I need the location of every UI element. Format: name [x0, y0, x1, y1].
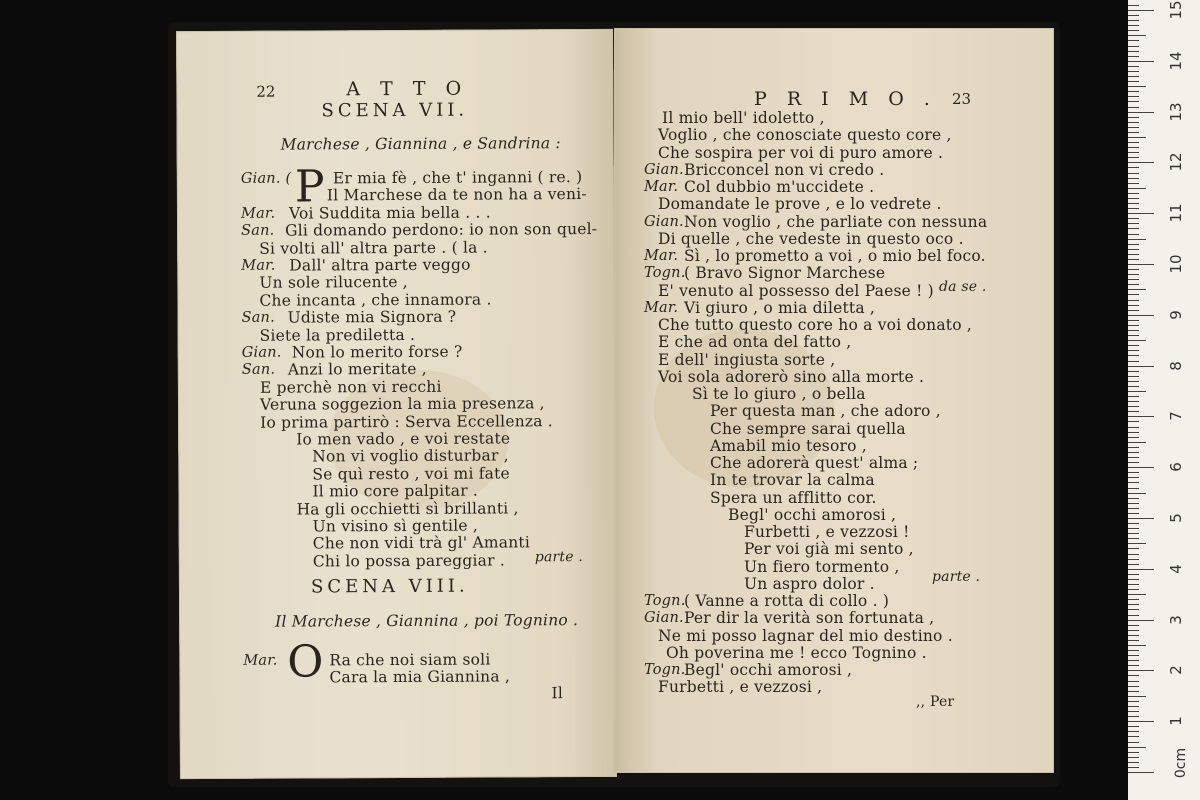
- verse-line: Furbetti , e vezzosi !: [744, 523, 910, 541]
- verse-line: In te trovar la calma: [710, 471, 875, 490]
- verse-line: Il mio core palpitar .: [312, 481, 479, 501]
- ruler-tick: [1128, 747, 1146, 748]
- ruler-tick: [1128, 366, 1154, 367]
- ruler-tick: [1128, 345, 1139, 346]
- ruler-tick: [1128, 650, 1139, 651]
- speaker-label: Mar.: [644, 179, 679, 195]
- ruler-tick: [1128, 249, 1139, 250]
- ruler-tick: [1128, 66, 1139, 67]
- ruler-tick: [1128, 543, 1146, 544]
- ruler-tick: [1128, 5, 1139, 6]
- ruler-tick: [1128, 142, 1139, 143]
- page-number: 22: [256, 82, 276, 101]
- ruler-number: 7: [1167, 411, 1185, 422]
- ruler-tick: [1128, 122, 1139, 123]
- ruler-tick: [1128, 736, 1139, 737]
- verse-line: Il Marchese da te non ha a veni-: [326, 185, 587, 205]
- verse-line: E' venuto al possesso del Paese ! ): [658, 281, 934, 300]
- verse-line: Per voi già mi sento ,: [744, 540, 914, 559]
- verse-line: Ne mi posso lagnar del mio destino .: [658, 626, 953, 645]
- ruler-tick: [1128, 538, 1139, 539]
- ruler-unit-label: 0cm: [1173, 747, 1190, 779]
- verse-line: Io prima partirò : Serva Eccellenza .: [260, 411, 553, 432]
- ruler-tick: [1128, 167, 1139, 168]
- ruler-tick: [1128, 274, 1139, 275]
- verse-line: Vi giuro , o mia diletta ,: [684, 298, 876, 317]
- ruler-tick: [1128, 381, 1139, 382]
- verse-line: E perchè non vi recchi: [259, 377, 442, 397]
- verse-line: Veruna soggezion la mia presenza ,: [259, 394, 545, 414]
- ruler-tick: [1128, 665, 1139, 666]
- verse-line: Dall' altra parte veggo: [289, 255, 471, 275]
- ruler-number: 5: [1167, 513, 1185, 523]
- ruler-tick: [1128, 30, 1139, 31]
- ruler-tick: [1128, 91, 1139, 92]
- verse-line: Per dir la verità son fortunata ,: [684, 609, 935, 628]
- verse-line: Chi lo possa pareggiar .: [312, 551, 505, 571]
- verse-line: Furbetti , e vezzosi ,: [658, 678, 823, 697]
- ruler-tick: [1128, 437, 1139, 438]
- ruler-tick: [1128, 188, 1146, 189]
- ruler-tick: [1128, 752, 1139, 753]
- ruler-number: 2: [1167, 665, 1185, 676]
- ruler-tick: [1128, 488, 1139, 489]
- ruler-tick: [1128, 569, 1154, 570]
- ruler-tick: [1128, 696, 1146, 697]
- ruler-tick: [1128, 559, 1139, 560]
- ruler-tick: [1128, 259, 1139, 260]
- verse-line: Il mio bell' idoletto ,: [662, 109, 825, 127]
- verse-line: Voglio , che conosciate questo core ,: [658, 126, 952, 145]
- ruler-tick: [1128, 376, 1139, 377]
- page-number: 23: [952, 90, 972, 108]
- ruler-tick: [1128, 56, 1139, 57]
- speaker-label: Gian.: [644, 213, 684, 230]
- ruler-number: 4: [1167, 564, 1185, 574]
- verse-line: Begl' occhi amorosi ,: [728, 505, 897, 524]
- ruler-tick: [1128, 660, 1139, 661]
- verse-line: Voi Suddita mia bella . . .: [288, 203, 491, 223]
- ruler-tick: [1128, 457, 1139, 458]
- ruler-tick: [1128, 325, 1139, 326]
- ruler-tick: [1128, 584, 1139, 585]
- ruler-tick: [1128, 35, 1146, 36]
- ruler-tick: [1128, 574, 1139, 575]
- ruler-tick: [1128, 513, 1139, 514]
- ruler-tick: [1128, 670, 1154, 671]
- ruler-tick: [1128, 645, 1146, 646]
- ruler-tick: [1128, 223, 1139, 224]
- catchword: Il: [551, 684, 564, 703]
- ruler-number: 12: [1167, 152, 1185, 172]
- verse-line: Che adorerà quest' alma ;: [710, 454, 919, 472]
- ruler-tick: [1128, 112, 1154, 113]
- ruler-tick: [1128, 178, 1139, 179]
- verse-line: Siete la prediletta .: [259, 325, 416, 345]
- ruler-tick: [1128, 244, 1139, 245]
- ruler-tick: [1128, 523, 1139, 524]
- ruler-tick: [1128, 96, 1139, 97]
- ruler-tick: [1128, 726, 1139, 727]
- ruler-tick: [1128, 467, 1154, 468]
- ruler-tick: [1128, 635, 1139, 636]
- ruler-tick: [1128, 675, 1139, 676]
- ruler-tick: [1128, 391, 1146, 392]
- verse-line: Er mia fè , che t' inganni ( re. ): [332, 168, 583, 188]
- ruler-number: 1: [1167, 716, 1185, 726]
- speaker-label: Gian.: [241, 344, 282, 361]
- ruler-tick: [1128, 193, 1139, 194]
- stage-direction-parte: parte .: [932, 569, 981, 585]
- stage-direction-parte: parte .: [534, 549, 584, 566]
- ruler-tick: [1128, 183, 1139, 184]
- ruler-tick: [1128, 432, 1139, 433]
- verse-line: Non lo merito forse ?: [291, 342, 463, 362]
- speaker-label: San.: [241, 362, 276, 379]
- ruler-tick: [1128, 157, 1139, 158]
- verse-line: Ra che noi siam soli: [329, 650, 491, 670]
- verse-line: Anzi lo meritate ,: [287, 360, 427, 379]
- ruler-tick: [1128, 493, 1146, 494]
- ruler-tick: [1128, 279, 1139, 280]
- ruler-tick: [1128, 604, 1139, 605]
- ruler-tick: [1128, 132, 1139, 133]
- ruler-tick: [1128, 406, 1139, 407]
- ruler-tick: [1128, 640, 1139, 641]
- ruler-tick: [1128, 554, 1139, 555]
- ruler-tick: [1128, 731, 1139, 732]
- ruler-tick: [1128, 269, 1139, 270]
- verse-line: Gli domando perdono: io non son quel-: [285, 220, 598, 240]
- ruler-tick: [1128, 284, 1139, 285]
- ruler-tick: [1128, 681, 1139, 682]
- ruler-tick: [1128, 355, 1139, 356]
- ruler-tick: [1128, 594, 1146, 595]
- verse-line: Sì te lo giuro , o bella: [692, 385, 866, 403]
- ruler-tick: [1128, 655, 1139, 656]
- verse-line: Ha gli occhietti sì brillanti ,: [296, 498, 519, 519]
- ruler-tick: [1128, 411, 1139, 412]
- stage-direction-dase: da se .: [939, 279, 987, 295]
- ruler-number: 10: [1167, 254, 1185, 274]
- ruler-number: 3: [1167, 614, 1185, 625]
- running-head: A T T O: [346, 77, 469, 101]
- ruler-tick: [1128, 46, 1139, 47]
- ruler-number: 13: [1167, 102, 1185, 122]
- running-head: P R I M O .: [754, 88, 937, 110]
- ruler-tick: [1128, 701, 1139, 702]
- ruler-tick: [1128, 208, 1139, 209]
- verse-line: E dell' ingiusta sorte ,: [658, 350, 836, 369]
- ruler-tick: [1128, 442, 1146, 443]
- ruler-tick: [1128, 503, 1139, 504]
- verse-line: Un sole rilucente ,: [259, 273, 408, 293]
- ruler-tick: [1128, 416, 1154, 417]
- verse-line: Io men vado , e voi restate: [296, 429, 511, 449]
- ruler-tick: [1128, 711, 1139, 712]
- ruler-tick: [1128, 310, 1139, 311]
- speaker-label: San.: [241, 222, 275, 239]
- ruler-tick: [1128, 198, 1139, 199]
- ruler-tick: [1128, 300, 1139, 301]
- ruler-tick: [1128, 147, 1139, 148]
- verse-line: ( Vanne a rotta di collo . ): [684, 592, 890, 610]
- verse-line: E che ad onta del fatto ,: [658, 333, 852, 352]
- ruler-tick: [1128, 447, 1139, 448]
- verse-line: Un fiero tormento ,: [744, 557, 900, 576]
- verse-line: Amabil mio tesoro ,: [710, 436, 867, 455]
- ruler-tick: [1128, 10, 1154, 11]
- speaker-label: Gian.: [644, 161, 684, 178]
- verse-line: Che sospira per voi di puro amore .: [658, 143, 944, 162]
- ruler-tick: [1128, 20, 1139, 21]
- speaker-label: Togn.: [644, 265, 686, 282]
- ruler-tick: [1128, 452, 1139, 453]
- ruler-tick: [1128, 335, 1139, 336]
- drop-cap: O: [287, 636, 324, 688]
- speaker-label: Mar.: [241, 257, 276, 274]
- ruler-tick: [1128, 305, 1139, 306]
- ruler-tick: [1128, 609, 1139, 610]
- ruler-tick: [1128, 361, 1139, 362]
- ruler-tick: [1128, 508, 1139, 509]
- ruler-number: 8: [1167, 360, 1185, 371]
- ruler-tick: [1128, 477, 1139, 478]
- verse-line: Bricconcel non vi credo .: [684, 160, 885, 179]
- verse-line: Col dubbio m'uccidete .: [684, 178, 875, 196]
- ruler-tick: [1128, 767, 1139, 768]
- speaker-label: Mar.: [644, 299, 679, 316]
- ruler-tick: [1128, 716, 1139, 717]
- ruler-tick: [1128, 396, 1139, 397]
- ruler-tick: [1128, 228, 1139, 229]
- ruler-tick: [1128, 757, 1139, 758]
- ruler-tick: [1128, 51, 1139, 52]
- ruler-tick: [1128, 691, 1139, 692]
- verse-line: Un visino sì gentile ,: [312, 516, 479, 536]
- ruler-tick: [1128, 76, 1139, 77]
- ruler-tick: [1128, 599, 1139, 600]
- verse-line: Oh poverina me ! ecco Tognino .: [666, 643, 927, 662]
- verse-line: Non vi voglio disturbar ,: [312, 446, 509, 466]
- speaker-label: Gian. (: [240, 170, 292, 187]
- left-page: [176, 29, 617, 779]
- verse-line: Cara la mia Giannina ,: [329, 667, 511, 687]
- speaker-label: Mar.: [644, 248, 679, 264]
- ruler-tick: [1128, 589, 1139, 590]
- ruler-tick: [1128, 686, 1139, 687]
- speaker-label: Mar.: [243, 652, 278, 669]
- ruler-tick: [1128, 401, 1139, 402]
- scene-cast: Marchese , Giannina , e Sandrina :: [280, 134, 561, 154]
- verse-line: Voi sola adorerò sino alla morte .: [658, 367, 925, 386]
- ruler-tick: [1128, 101, 1139, 102]
- ruler-tick: [1128, 548, 1139, 549]
- ruler-number: 15: [1167, 0, 1185, 20]
- ruler-tick: [1128, 15, 1139, 16]
- ruler-tick: [1128, 152, 1139, 153]
- verse-line: Non voglio , che parliate con nessuna: [684, 212, 988, 231]
- verse-line: Si volti all' altra parte . ( la .: [259, 238, 488, 258]
- ruler-tick: [1128, 315, 1154, 316]
- speaker-label: Togn.: [644, 662, 686, 678]
- verse-line: Sì , lo prometto a voi , o mio bel foco.: [684, 247, 986, 265]
- ruler-tick: [1128, 742, 1139, 743]
- verse-line: Begl' occhi amorosi ,: [684, 661, 853, 679]
- verse-line: Domandate le prove , e lo vedrete .: [658, 195, 942, 214]
- ruler-tick: [1128, 528, 1139, 529]
- verse-line: Che non vidi trà gl' Amanti: [312, 533, 531, 553]
- ruler-tick: [1128, 86, 1146, 87]
- verse-line: Che tutto questo core ho a voi donato ,: [658, 316, 972, 334]
- verse-line: Se quì resto , voi mi fate: [312, 464, 510, 484]
- ruler-number: 14: [1167, 51, 1185, 71]
- ruler-tick: [1128, 218, 1139, 219]
- ruler-tick: [1128, 239, 1146, 240]
- ruler-tick: [1128, 137, 1146, 138]
- ruler-tick: [1128, 289, 1146, 290]
- ruler-tick: [1128, 721, 1154, 722]
- ruler-tick: [1128, 579, 1139, 580]
- ruler-tick: [1128, 107, 1139, 108]
- ruler-tick: [1128, 762, 1139, 763]
- ruler-tick: [1128, 371, 1139, 372]
- ruler-tick: [1128, 386, 1139, 387]
- ruler-tick: [1128, 254, 1139, 255]
- ruler-tick: [1128, 203, 1139, 204]
- ruler-tick: [1128, 330, 1139, 331]
- ruler-tick: [1128, 340, 1146, 341]
- verse-line: Un aspro dolor .: [744, 574, 875, 593]
- ruler-tick: [1128, 625, 1139, 626]
- right-page: [614, 28, 1054, 773]
- ruler-tick: [1128, 234, 1139, 235]
- ruler-tick: [1128, 620, 1154, 621]
- ruler-tick: [1128, 533, 1139, 534]
- verse-line: Spera un afflitto cor.: [710, 488, 877, 507]
- verse-line: Udiste mia Signora ?: [287, 307, 457, 327]
- ruler-tick: [1128, 61, 1154, 62]
- ruler-tick: [1128, 462, 1139, 463]
- scene-title: SCENA VIII.: [310, 575, 469, 598]
- ruler-tick: [1128, 706, 1139, 707]
- ruler-number: 6: [1167, 462, 1185, 472]
- ruler-tick: [1128, 127, 1139, 128]
- verse-line: Che incanta , che innamora .: [259, 290, 492, 310]
- ruler-tick: [1128, 564, 1139, 565]
- verse-line: ( Bravo Signor Marchese: [684, 264, 886, 283]
- ruler-number: 9: [1167, 310, 1185, 320]
- ruler-tick: [1128, 427, 1139, 428]
- ruler-tick: [1128, 421, 1139, 422]
- ruler-tick: [1128, 71, 1139, 72]
- speaker-label: Mar.: [240, 205, 276, 222]
- catchword: ,, Per: [916, 694, 955, 710]
- ruler-tick: [1128, 213, 1154, 214]
- ruler-tick: [1128, 615, 1139, 616]
- ruler-number: 11: [1167, 203, 1185, 223]
- verse-line: Per questa man , che adoro ,: [710, 402, 941, 421]
- ruler-tick: [1128, 25, 1139, 26]
- speaker-label: San.: [241, 309, 275, 326]
- ruler-tick: [1128, 162, 1154, 163]
- verse-line: Di quelle , che vedeste in questo oco .: [658, 229, 964, 248]
- scene-title: SCENA VII.: [321, 99, 469, 122]
- speaker-label: Gian.: [644, 610, 684, 627]
- ruler-tick: [1128, 482, 1139, 483]
- speaker-label: Togn.: [644, 593, 686, 609]
- verse-line: Che sempre sarai quella: [710, 419, 906, 438]
- ruler-tick: [1128, 117, 1139, 118]
- scene-cast: Il Marchese , Giannina , poi Tognino .: [275, 611, 579, 631]
- ruler-tick: [1128, 498, 1139, 499]
- ruler-tick: [1128, 772, 1154, 773]
- ruler-tick: [1128, 173, 1139, 174]
- ruler-tick: [1128, 472, 1139, 473]
- ruler-tick: [1128, 264, 1154, 265]
- measuring-ruler: [1128, 0, 1200, 800]
- ruler-tick: [1128, 81, 1139, 82]
- ruler-tick: [1128, 40, 1139, 41]
- ruler-tick: [1128, 518, 1154, 519]
- drop-cap: P: [294, 161, 325, 213]
- ruler-tick: [1128, 630, 1139, 631]
- ruler-tick: [1128, 350, 1139, 351]
- ruler-tick: [1128, 294, 1139, 295]
- ruler-tick: [1128, 320, 1139, 321]
